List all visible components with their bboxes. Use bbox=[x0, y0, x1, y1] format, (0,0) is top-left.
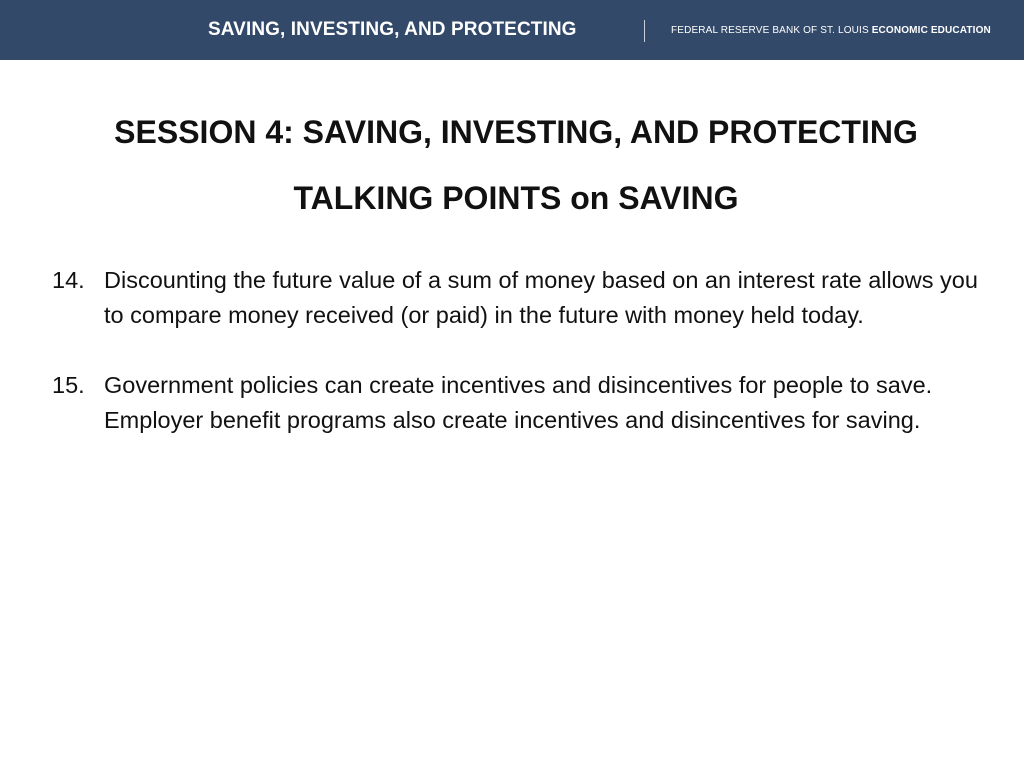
header-title: SAVING, INVESTING, AND PROTECTING bbox=[208, 19, 577, 40]
header-divider bbox=[644, 20, 645, 42]
slide-subtitle: TALKING POINTS on SAVING bbox=[293, 180, 739, 216]
point-text: Discounting the future value of a sum of money based on an interest rate allows you to compare money received (or paid) in the future with money held today. bbox=[104, 267, 978, 328]
talking-points-list bbox=[52, 263, 982, 438]
header-org-division: ECONOMIC EDUCATION bbox=[871, 25, 991, 36]
header-org-name: FEDERAL RESERVE BANK OF ST. LOUIS bbox=[671, 25, 869, 36]
header-bar bbox=[0, 0, 1024, 60]
point-number: 14. bbox=[52, 267, 85, 293]
slide-title: SESSION 4: SAVING, INVESTING, AND PROTECTING bbox=[114, 114, 918, 150]
header-organization bbox=[671, 25, 991, 36]
talking-point-15 bbox=[52, 368, 982, 438]
point-text: Government policies can create incentives and disincentives for people to save. Employer benefit programs also create incentives and disincentives for saving. bbox=[104, 372, 933, 433]
point-number: 15. bbox=[52, 372, 85, 398]
talking-point-14 bbox=[52, 263, 982, 333]
